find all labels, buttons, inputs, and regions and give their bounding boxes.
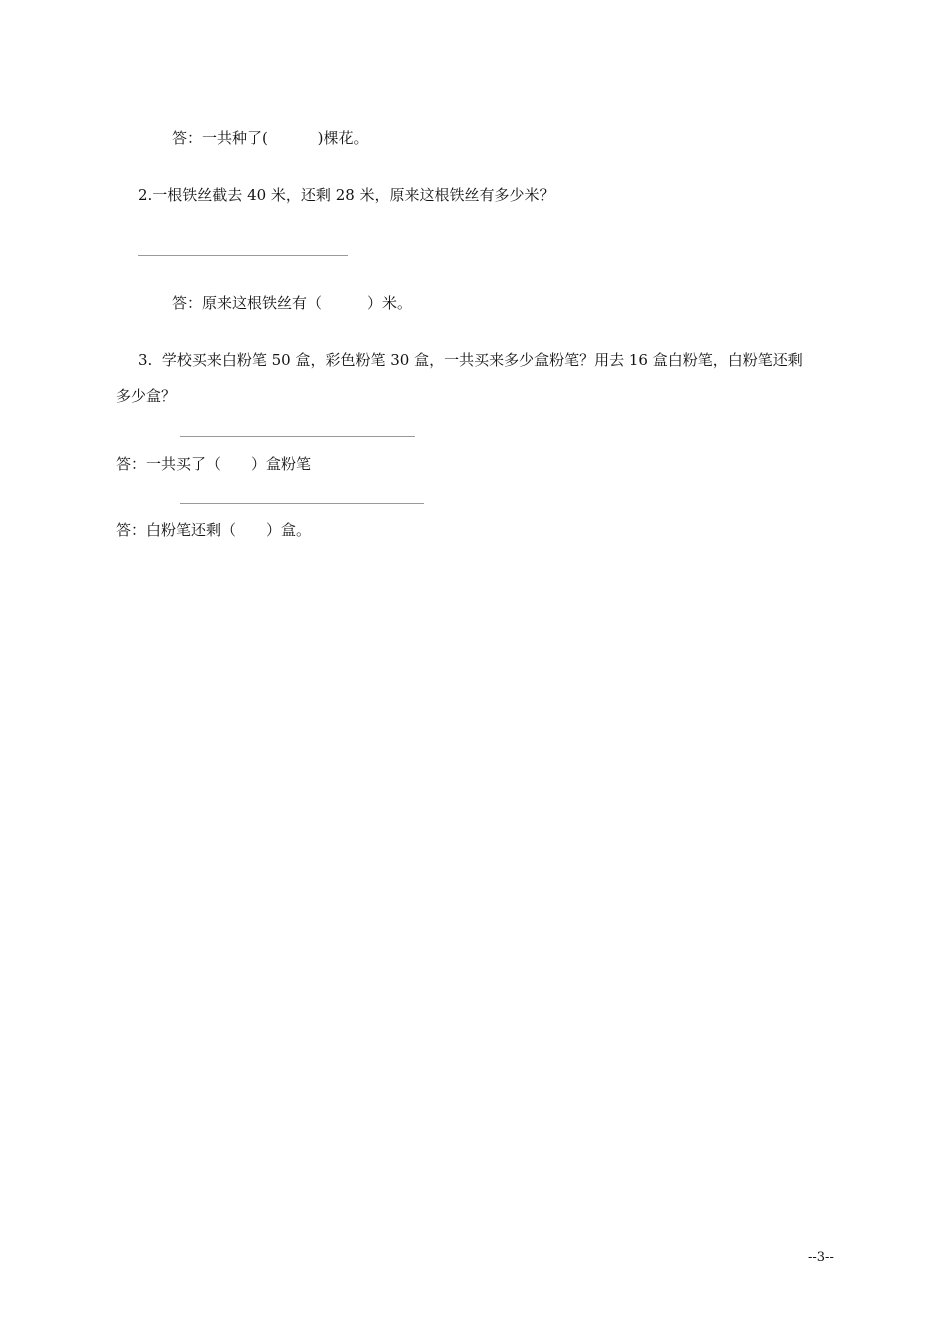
answer-q3a: 答：一共买了（ ）盒粉笔 [116,455,312,473]
question-3-line-1: 3. 学校买来白粉笔 50 盒，彩色粉笔 30 盒，一共买来多少盒粉笔？用去 16 盒白粉笔，白粉笔还剩 [138,351,803,369]
answer-writing-line-q3b [180,503,424,504]
answer-writing-line-q2 [138,255,348,256]
question-2: 2.一根铁丝截去 40 米，还剩 28 米，原来这根铁丝有多少米？ [138,186,555,204]
question-3-line-2: 多少盒？ [116,387,177,405]
answer-writing-line-q3a [180,436,415,437]
answer-q3b: 答：白粉笔还剩（ ）盒。 [116,521,312,539]
page-number: --3-- [808,1250,834,1265]
answer-q2: 答：原来这根铁丝有（ ）米。 [172,294,413,312]
answer-q1: 答：一共种了( )棵花。 [172,129,369,147]
